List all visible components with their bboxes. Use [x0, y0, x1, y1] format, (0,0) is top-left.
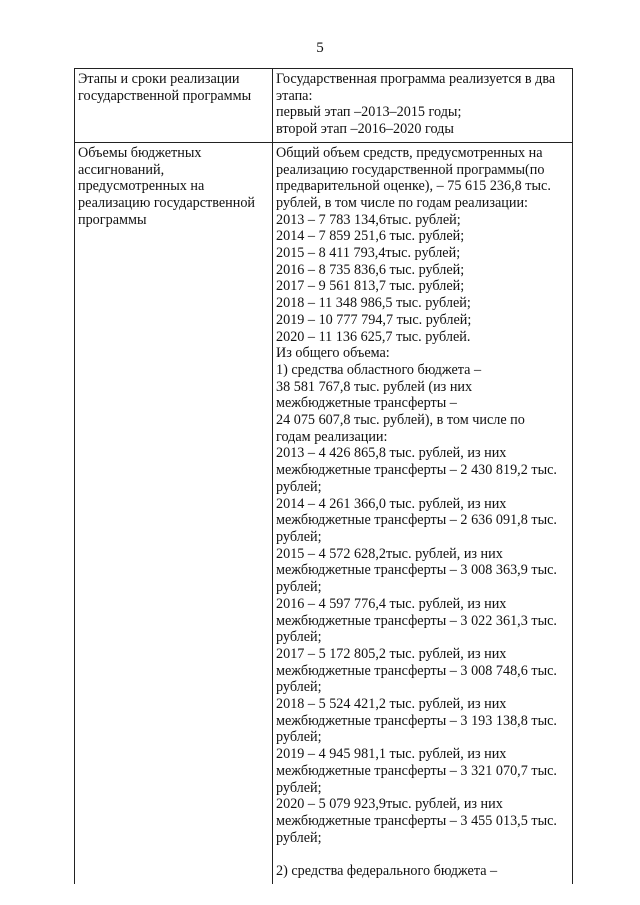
value-line: 2020 – 5 079 923,9тыс. рублей, из них: [276, 796, 503, 813]
table-row-budget: [75, 142, 573, 883]
value-line: 2020 – 11 136 625,7 тыс. рублей.: [276, 328, 471, 345]
value-line: реализацию государственной программы(по: [276, 161, 545, 178]
passport-table: [74, 68, 573, 884]
value-line: рублей;: [276, 729, 322, 746]
label-line: программы: [78, 211, 147, 228]
label-line: предусмотренных на: [78, 178, 205, 195]
value-line: межбюджетные трансферты – 3 455 013,5 тыс.: [276, 812, 557, 829]
value-line: рублей;: [276, 629, 322, 646]
value-line: рублей;: [276, 579, 322, 596]
value-line: рублей;: [276, 679, 322, 696]
value-line: 2018 – 11 348 986,5 тыс. рублей;: [276, 295, 471, 312]
value-line: 2014 – 4 261 366,0 тыс. рублей, из них: [276, 495, 507, 512]
value-line: Из общего объема:: [276, 345, 390, 362]
value-line: межбюджетные трансферты – 3 008 363,9 тыс.: [276, 562, 557, 579]
label-line: реализацию государственной: [78, 194, 256, 211]
value-line: рублей;: [276, 779, 322, 796]
value-line: 2) средства федерального бюджета –: [276, 863, 498, 880]
value-line: 2019 – 4 945 981,1 тыс. рублей, из них: [276, 746, 507, 763]
row-value-budget: [273, 142, 573, 883]
value-line: межбюджетные трансферты – 3 008 748,6 тыс.: [276, 662, 557, 679]
row-label-stages: [75, 69, 273, 143]
value-line: этапа:: [276, 87, 313, 104]
value-line: 24 075 607,8 тыс. рублей), в том числе по: [276, 412, 525, 429]
value-line: межбюджетные трансферты –: [276, 395, 457, 412]
value-line: 2019 – 10 777 794,7 тыс. рублей;: [276, 311, 472, 328]
value-line: 2015 – 4 572 628,2тыс. рублей, из них: [276, 545, 503, 562]
value-line: 38 581 767,8 тыс. рублей (из них: [276, 378, 473, 395]
value-line: межбюджетные трансферты – 3 321 070,7 тыс.: [276, 762, 557, 779]
value-line: первый этап –2013–2015 годы;: [276, 104, 462, 121]
value-line: 2015 – 8 411 793,4тыс. рублей;: [276, 245, 461, 262]
label-line: Объемы бюджетных: [78, 144, 202, 161]
value-line: Государственная программа реализуется в два: [276, 71, 556, 87]
value-line: 2018 – 5 524 421,2 тыс. рублей, из них: [276, 696, 507, 713]
value-line: рублей;: [276, 829, 322, 846]
value-line: межбюджетные трансферты – 3 193 138,8 тыс.: [276, 712, 557, 729]
label-line: ассигнований,: [78, 161, 165, 178]
value-line: второй этап –2016–2020 годы: [276, 121, 454, 138]
row-label-budget: [75, 142, 273, 883]
value-line: предварительной оценке), – 75 615 236,8 тыс.: [276, 178, 551, 195]
value-line: годам реализации:: [276, 428, 388, 445]
value-line: рублей, в том числе по годам реализации:: [276, 194, 528, 211]
row-value-stages: [273, 69, 573, 143]
value-line: рублей;: [276, 528, 322, 545]
value-line: межбюджетные трансферты – 2 636 091,8 тыс.: [276, 512, 557, 529]
value-line: 2017 – 5 172 805,2 тыс. рублей, из них: [276, 645, 507, 662]
value-line: 2016 – 8 735 836,6 тыс. рублей;: [276, 261, 465, 278]
value-line: Общий объем средств, предусмотренных на: [276, 144, 543, 161]
label-line: Этапы и сроки реализации: [78, 71, 240, 87]
value-line: 2014 – 7 859 251,6 тыс. рублей;: [276, 228, 465, 245]
value-line: межбюджетные трансферты – 2 430 819,2 тыс.: [276, 462, 557, 479]
blank-line: [276, 846, 569, 863]
value-line: рублей;: [276, 478, 322, 495]
table-row-stages: [75, 69, 573, 143]
value-line: 2017 – 9 561 813,7 тыс. рублей;: [276, 278, 465, 295]
label-line: государственной программы: [78, 87, 252, 104]
value-line: 2016 – 4 597 776,4 тыс. рублей, из них: [276, 595, 507, 612]
value-line: 1) средства областного бюджета –: [276, 361, 482, 378]
value-line: межбюджетные трансферты – 3 022 361,3 тыс.: [276, 612, 557, 629]
value-line: 2013 – 7 783 134,6тыс. рублей;: [276, 211, 461, 228]
value-line: 2013 – 4 426 865,8 тыс. рублей, из них: [276, 445, 507, 462]
page-number: 5: [316, 40, 324, 56]
